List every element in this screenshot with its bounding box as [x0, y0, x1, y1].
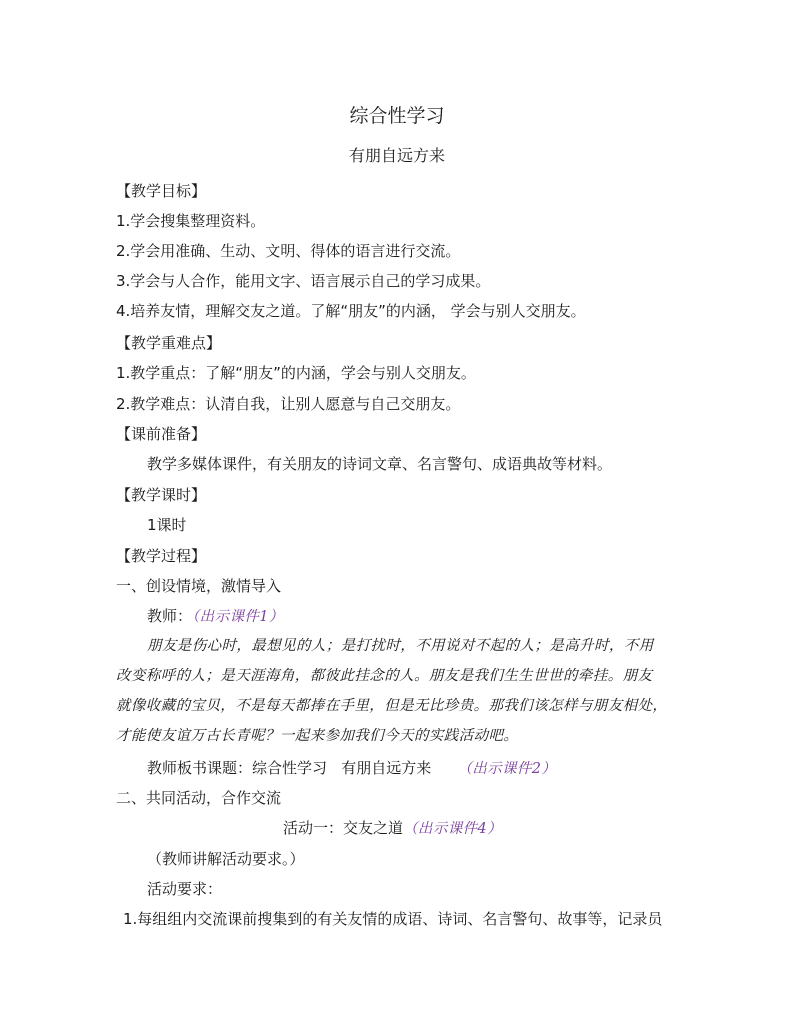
hours-heading: 【教学课时】: [116, 486, 207, 504]
board-title-text: 教师板书课题：综合性学习 有朋自远方来: [147, 759, 432, 777]
courseware-cue: （出示课件2）: [457, 761, 557, 777]
key-point-item: 1.教学重点：了解“朋友”的内涵，学会与别人交朋友。: [116, 364, 476, 382]
board-title-line: [147, 758, 556, 779]
activity-title: 活动一：交友之道: [283, 819, 404, 837]
process-heading: 【教学过程】: [116, 547, 207, 565]
requirements-label: 活动要求：: [147, 880, 223, 898]
hours-text: 1课时: [147, 516, 187, 534]
intro-paragraph-line: 就像收藏的宝贝，不是每天都捧在手里，但是无比珍贵。那我们该怎样与朋友相处，: [116, 698, 668, 714]
objective-item: 2.学会用准确、生动、文明、得体的语言进行交流。: [116, 242, 461, 260]
activity-explain: （教师讲解活动要求。）: [147, 850, 305, 868]
objective-item: 1.学会搜集整理资料。: [116, 212, 266, 230]
requirement-item: 1.每组组内交流课前搜集到的有关友情的成语、诗词、名言警句、故事等，记录员: [123, 910, 663, 928]
page-title: 综合性学习: [349, 105, 445, 127]
section-2-heading: 二、共同活动，合作交流: [116, 789, 282, 807]
objectives-heading: 【教学目标】: [116, 182, 207, 200]
courseware-cue: （出示课件1）: [192, 609, 284, 625]
intro-paragraph-line: 才能使友谊万古长青呢？一起来参加我们今天的实践活动吧。: [116, 728, 519, 744]
courseware-cue: （出示课件4）: [403, 821, 503, 837]
intro-paragraph-line: 朋友是伤心时，最想见的人；是打扰时，不用说对不起的人；是高升时，不用: [147, 638, 654, 654]
preparation-heading: 【课前准备】: [116, 425, 207, 443]
activity-title-line: [283, 818, 502, 839]
intro-paragraph-line: 改变称呼的人；是天涯海角，都彼此挂念的人。朋友是我们生生世世的牵挂。朋友: [116, 668, 653, 684]
key-points-heading: 【教学重难点】: [116, 334, 222, 352]
objective-item: 3.学会与人合作，能用文字、语言展示自己的学习成果。: [116, 272, 491, 290]
key-point-item: 2.教学难点：认清自我，让别人愿意与自己交朋友。: [116, 395, 461, 413]
page-subtitle: 有朋自远方来: [348, 146, 445, 165]
teacher-label: 教师：: [147, 607, 193, 625]
objective-item: 4.培养友情，理解交友之道。了解“朋友”的内涵， 学会与别人交朋友。: [116, 302, 586, 320]
preparation-text: 教学多媒体课件，有关朋友的诗词文章、名言警句、成语典故等材料。: [147, 455, 613, 473]
teacher-line: [147, 606, 284, 627]
section-1-heading: 一、创设情境，激情导入: [116, 577, 282, 595]
